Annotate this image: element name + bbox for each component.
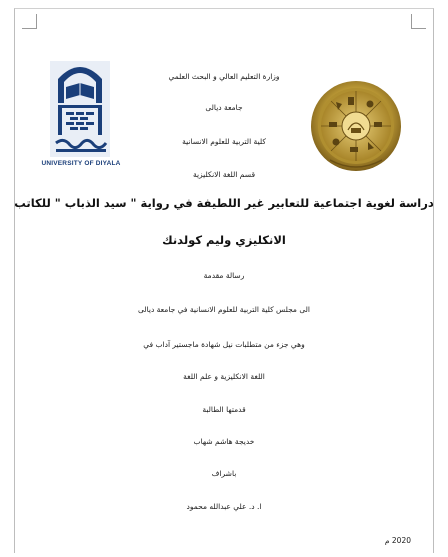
field-of-study: اللغة الانكليزية و علم اللغة [183,372,265,381]
supervision-label: باشراف [211,469,237,478]
supervisor-name: ا. د. علي عبدالله محمود [186,502,262,511]
university-logo-caption: UNIVERSITY OF DIYALA [41,160,121,167]
council-text: الى مجلس كلية التربية للعلوم الانسانية في جامعة ديالى [138,305,310,314]
thesis-title-line-1: دراسة لغوية اجتماعية للتعابير غير اللطيفة في رواية " سيد الذباب " للكاتب [14,196,434,210]
student-name: خديجة هاشم شهاب [193,437,255,446]
ministry-heading: وزارة التعليم العالي و البحث العلمي [168,72,280,81]
college-emblem-logo [310,80,402,172]
college-name: كلية التربية للعلوم الانسانية [182,137,266,146]
year: 2020 م [384,536,411,545]
submitted-by-label: قدمتها الطالبة [202,405,246,414]
corner-mark-left [22,14,37,29]
requirement-text: وهي جزء من متطلبات نيل شهادة ماجستير آداب في [143,340,305,349]
university-name: جامعة ديالى [205,103,243,112]
thesis-title-line-2: الانكليزي وليم كولدنك [162,233,286,247]
submission-text: رسالة مقدمة [203,271,245,280]
department-name: قسم اللغة الانكليزية [192,170,256,179]
corner-mark-right [411,14,426,29]
